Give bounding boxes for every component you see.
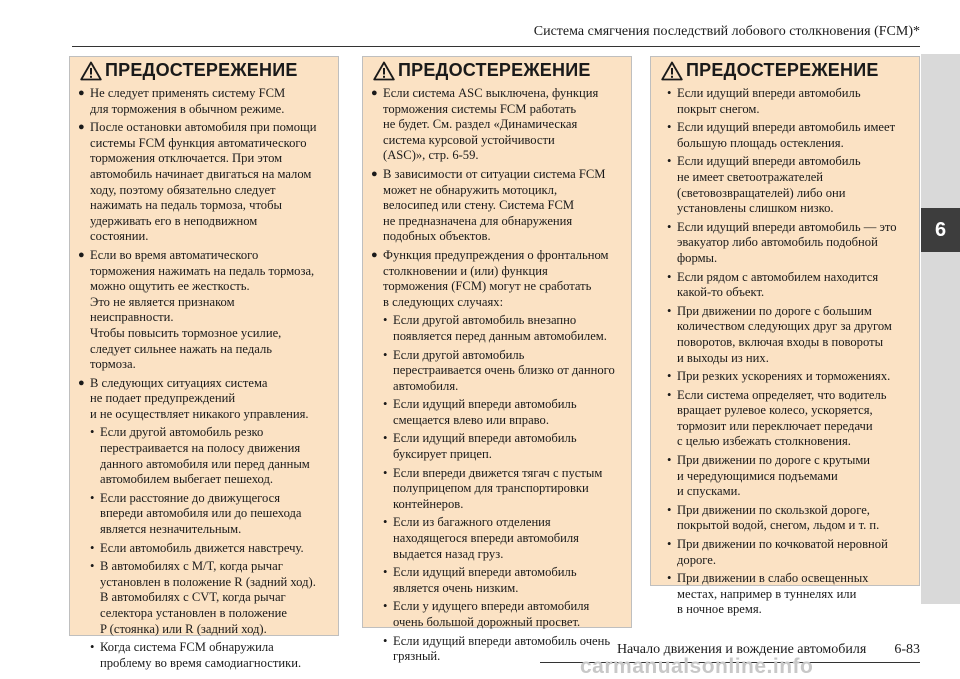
sub-list (667, 86, 913, 618)
running-header: Система смягчения последствий лобового столкновения (FCM)* (533, 24, 920, 39)
list-item (667, 503, 913, 534)
list-item-text: Если из багажного отделения находящегося впереди автомобиля выдается назад груз. (393, 515, 579, 561)
list-item (667, 220, 913, 267)
bullet-paragraph (78, 86, 332, 117)
list-item (667, 571, 913, 618)
small-bullet-icon: • (90, 559, 95, 574)
small-bullet-icon: • (383, 313, 388, 328)
list-item-text: Если автомобиль движется навстречу. (100, 540, 304, 555)
bullet-paragraph (78, 376, 332, 423)
small-bullet-icon: • (383, 431, 388, 446)
footer-section: Начало движения и вождение автомобиля (616, 642, 867, 657)
chapter-tab: 6 (921, 208, 960, 252)
bullet-paragraph (371, 167, 625, 245)
small-bullet-icon: • (667, 154, 672, 169)
warning-title (363, 57, 631, 84)
list-item (667, 270, 913, 301)
list-item (667, 120, 913, 151)
small-bullet-icon: • (667, 571, 672, 586)
list-item (383, 431, 625, 462)
list-item-text: Если расстояние до движущегося впереди автомобиля или до пешехода является незначительным. (100, 490, 302, 537)
bullet-dot-icon: ● (78, 376, 85, 389)
small-bullet-icon: • (667, 453, 672, 468)
bullet-dot-icon: ● (78, 248, 85, 261)
small-bullet-icon: • (383, 515, 388, 530)
list-item (383, 466, 625, 513)
paragraph-text: После остановки автомобиля при помощи системы FCM функция автоматического торможения отключается. При этом автомобиль начинает двигаться на малом ходу, поэтому обязательно следует нажимать на педаль тормоза, чтобы удерживать его в неподвижном состоянии. (90, 120, 317, 244)
list-item-text: Если у идущего впереди автомобиля очень большой дорожный просвет. (393, 599, 590, 629)
page-number: 6-83 (894, 642, 920, 657)
bullet-paragraph (371, 86, 625, 164)
warning-title-text: ПРЕДОСТЕРЕЖЕНИЕ (686, 60, 879, 80)
list-item-text: Если система определяет, что водитель вращает рулевое колесо, ускоряется, тормозит или переключает передачи с целью избежать столкновения. (677, 387, 887, 449)
list-item-text: Если другой автомобиль резко перестраивается на полосу движения данного автомобиля или перед данным автомобилем выбегает пешеход. (100, 425, 310, 487)
list-item (667, 86, 913, 117)
small-bullet-icon: • (383, 633, 388, 648)
list-item-text: Если идущий впереди автомобиль очень грязный. (393, 633, 611, 664)
list-item-text: Если идущий впереди автомобиль — это эвакуатор либо автомобиль подобной формы. (677, 219, 897, 265)
small-bullet-icon: • (383, 565, 388, 580)
warning-title (70, 57, 338, 84)
small-bullet-icon: • (383, 397, 388, 412)
small-bullet-icon: • (90, 425, 95, 440)
watermark: carmanualsonline.info (580, 655, 814, 678)
list-item (383, 599, 625, 630)
header-rule (72, 46, 920, 47)
sub-list (371, 313, 625, 664)
list-item (383, 515, 625, 562)
list-item-text: Если идущий впереди автомобиль не имеет светоотражателей (световозвращателей) либо они установлены слишком низко. (677, 154, 861, 216)
small-bullet-icon: • (667, 369, 672, 384)
paragraph-text: В зависимости от ситуации система FCM может не обнаружить мотоцикл, велосипед или стену. Система FCM не предназначена для обнаружения подобных объектов. (383, 166, 606, 244)
list-item-text: При резких ускорениях и торможениях. (677, 369, 891, 384)
small-bullet-icon: • (383, 599, 388, 614)
bullet-paragraph (78, 120, 332, 245)
list-item-text: Если идущий впереди автомобиль смещается влево или вправо. (393, 397, 577, 427)
paragraph-text: Функция предупреждения о фронтальном столкновении и (или) функция торможения (FCM) могут не сработать в следующих случаях: (383, 247, 609, 309)
warning-title-text: ПРЕДОСТЕРЕЖЕНИЕ (398, 60, 591, 80)
list-item-text: При движении в слабо освещенных местах, например в туннелях или в ночное время. (677, 571, 869, 617)
list-item-text: При движении по дороге с большим количеством следующих друг за другом поворотов, включая входы в повороты и выходы из них. (677, 303, 892, 365)
list-item-text: Когда система FCM обнаружила проблему во время самодиагностики. (100, 640, 302, 670)
small-bullet-icon: • (667, 269, 672, 284)
list-item (667, 154, 913, 216)
warning-triangle-icon (373, 61, 395, 81)
warning-body (363, 84, 631, 665)
small-bullet-icon: • (667, 303, 672, 318)
small-bullet-icon: • (383, 347, 388, 362)
small-bullet-icon: • (383, 465, 388, 480)
small-bullet-icon: • (667, 537, 672, 552)
list-item (383, 313, 625, 344)
bullet-dot-icon: ● (78, 87, 85, 99)
sub-list (78, 425, 332, 671)
small-bullet-icon: • (667, 387, 672, 402)
list-item (667, 453, 913, 500)
bullet-dot-icon: ● (371, 248, 378, 261)
list-item (667, 304, 913, 366)
list-item (667, 388, 913, 450)
list-item (383, 565, 625, 596)
list-item-text: При движении по дороге с крутыми и чередующимися подъемами и спусками. (677, 453, 871, 499)
list-item (90, 425, 332, 487)
small-bullet-icon: • (667, 219, 672, 234)
list-item (667, 537, 913, 568)
list-item (667, 369, 913, 385)
small-bullet-icon: • (90, 640, 95, 655)
paragraph-text: Не следует применять систему FCM для торможения в обычном режиме. (90, 86, 286, 116)
list-item (90, 640, 332, 671)
list-item-text: Если другой автомобиль внезапно появляется перед данным автомобилем. (393, 313, 607, 343)
small-bullet-icon: • (90, 540, 95, 555)
list-item (383, 397, 625, 428)
paragraph-text: Если во время автоматического торможения нажимать на педаль тормоза, можно ощутить ее жесткость. Это не является признаком неисправности. Чтобы повысить тормозное усилие, следует сильнее нажать на педаль тормоза. (90, 247, 315, 372)
warning-body (70, 84, 338, 671)
bullet-dot-icon: ● (371, 87, 378, 99)
bullet-paragraph (371, 248, 625, 310)
warning-box-3 (650, 56, 920, 617)
list-item-text: Если идущий впереди автомобиль буксирует прицеп. (393, 431, 577, 462)
warning-box-2 (362, 56, 632, 664)
list-item-text: Если рядом с автомобилем находится какой-то объект. (677, 269, 879, 300)
list-item-text: Если идущий впереди автомобиль имеет большую площадь остекления. (677, 120, 896, 150)
list-item-text: При движении по скользкой дороге, покрытой водой, снегом, льдом и т. п. (677, 502, 880, 533)
paragraph-text: В следующих ситуациях система не подает предупреждений и не осуществляет никакого управления. (90, 375, 309, 421)
list-item (90, 491, 332, 538)
small-bullet-icon: • (90, 490, 95, 505)
bullet-dot-icon: ● (371, 167, 378, 180)
warning-title-text: ПРЕДОСТЕРЕЖЕНИЕ (105, 60, 298, 80)
list-item (383, 348, 625, 395)
bullet-dot-icon: ● (78, 121, 85, 134)
list-item-text: Если идущий впереди автомобиль является очень низким. (393, 565, 577, 595)
small-bullet-icon: • (667, 86, 672, 100)
list-item-text: Если другой автомобиль перестраивается очень близко от данного автомобиля. (393, 347, 615, 393)
list-item-text: Если идущий впереди автомобиль покрыт снегом. (677, 86, 861, 116)
list-item (90, 559, 332, 637)
list-item-text: В автомобилях с M/T, когда рычаг установлен в положение R (задний ход). В автомобилях с CVT, когда рычаг селектора установлен в положение P (стоянка) или R (задний ход). (100, 559, 316, 636)
list-item-text: При движении по кочковатой неровной дороге. (677, 537, 888, 567)
small-bullet-icon: • (667, 120, 672, 135)
side-tab-strip (921, 54, 960, 604)
warning-title (651, 57, 919, 84)
list-item-text: Если впереди движется тягач с пустым полуприцепом для транспортировки контейнеров. (393, 465, 603, 511)
small-bullet-icon: • (667, 502, 672, 517)
paragraph-text: Если система ASC выключена, функция торможения системы FCM работать не будет. См. раздел «Динамическая система курсовой устойчивости (ASC)», стр. 6-59. (383, 86, 599, 163)
warning-box-1 (69, 56, 339, 670)
bullet-paragraph (78, 248, 332, 373)
warning-body (651, 84, 919, 618)
warning-triangle-icon (80, 61, 102, 81)
warning-triangle-icon (661, 61, 683, 81)
list-item (90, 541, 332, 557)
